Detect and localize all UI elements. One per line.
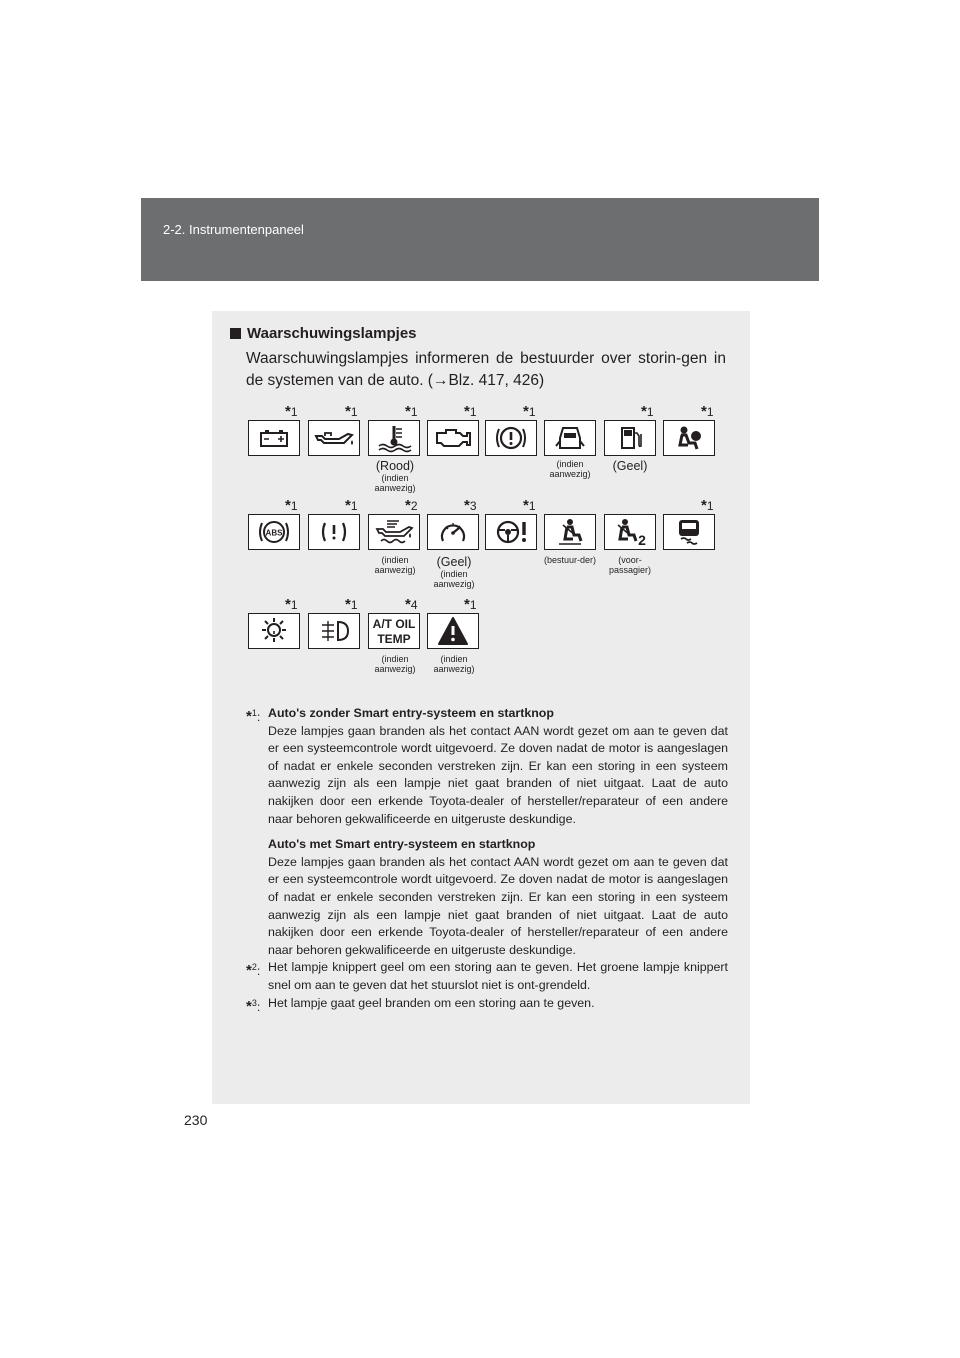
- light-failure-icon: [248, 613, 300, 649]
- footnote-mark: *1: [641, 403, 654, 420]
- lamp-caption: (Geel) (indien aanwezig): [433, 555, 475, 589]
- footnote-mark: *1: [405, 403, 418, 420]
- svg-text:A/T OIL: A/T OIL: [372, 617, 416, 631]
- at-oil-temp-icon: [368, 613, 420, 649]
- footnote-mark: *1: [285, 403, 298, 420]
- triangle-warning-icon: [427, 613, 479, 649]
- lamp-caption: (indien aanwezig): [374, 654, 416, 674]
- page-number: 230: [184, 1112, 208, 1128]
- front-fog-light-icon: [308, 613, 360, 649]
- lamp-caption: (Rood) (indien aanwezig): [374, 459, 416, 493]
- footnote-mark: *4: [405, 596, 418, 613]
- footnote-mark: *1: [701, 403, 714, 420]
- brake-system-icon: [308, 514, 360, 550]
- airbag-icon: [663, 420, 715, 456]
- footnote-mark: *1: [285, 497, 298, 514]
- footnote-mark: *1: [345, 596, 358, 613]
- driver-seatbelt-icon: [544, 514, 596, 550]
- footnote-mark: *1: [523, 403, 536, 420]
- footnote-mark: *1: [464, 596, 477, 613]
- footnote-text: Deze lampjes gaan branden als het contact AAN wordt gezet om aan te geven dat er een systeemcontrole wordt uitgevoerd. Ze doven nadat de motor is aangeslagen of nadat er enkele seconden verstreken zijn. Er kan een storing in een systeem aanwezig zijn als een lampje niet gaat branden of niet uitgaat. Laat de auto nakijken door een erkende Toyota-dealer of hersteller/reparateur of een andere naar behoren gekwalificeerde en uitgeruste deskundige.: [268, 854, 728, 957]
- footnote-text: Het lampje knippert geel om een storing aan te geven. Het groene lampje knippert snel om aan te geven dat het stuurslot niet is ont-grendeld.: [268, 960, 728, 992]
- lamp-caption: (indien aanwezig): [433, 654, 475, 674]
- footnote-mark: *1: [345, 403, 358, 420]
- footnote-text: Deze lampjes gaan branden als het contact AAN wordt gezet om aan te geven dat er een systeemcontrole wordt uitgevoerd. Ze doven nadat de motor is aangeslagen of nadat er enkele seconden verstreken zijn. Er kan een storing in een systeem aanwezig zijn als een lampje niet gaat branden of niet uitgaat. Laat de auto nakijken door een erkende Toyota-dealer of hersteller/reparateur of een andere naar behoren gekwalificeerde en uitgeruste deskundige.: [268, 723, 728, 826]
- oil-pressure-icon: [308, 420, 360, 456]
- lamp-caption: (indien aanwezig): [374, 555, 416, 575]
- footnote-mark: *1: [464, 403, 477, 420]
- footnote-mark: *1: [701, 497, 714, 514]
- lamp-caption: (voor-passagier): [608, 555, 652, 575]
- chapter-title: 2-2. Instrumentenpaneel: [163, 222, 304, 237]
- footnote-mark: *1: [345, 497, 358, 514]
- footnote-mark: *3: [464, 497, 477, 514]
- lamp-caption: (bestuur-der): [543, 555, 597, 565]
- footnote-2: [246, 959, 728, 994]
- passenger-seatbelt-icon: [604, 514, 656, 550]
- check-engine-icon: [427, 420, 479, 456]
- footnote-3: [246, 995, 728, 1013]
- footnote-1: [246, 705, 728, 959]
- svg-text:2: 2: [638, 532, 646, 547]
- footnote-heading: Auto's zonder Smart entry-systeem en startknop: [268, 706, 554, 720]
- footnote-mark: *$^2$:: [246, 962, 261, 980]
- battery-icon: [248, 420, 300, 456]
- footnote-mark: *$^3$:: [246, 997, 261, 1015]
- footnote-heading: Auto's met Smart entry-systeem en startknop: [268, 837, 536, 852]
- warning-lights-panel: [212, 311, 750, 1104]
- chapter-header-bar: [141, 198, 819, 281]
- footnotes: [246, 705, 728, 1015]
- footnote-mark: *$^1$:: [246, 708, 261, 726]
- square-bullet-icon: [230, 328, 241, 339]
- footnote-text: Het lampje gaat geel branden om een storing aan te geven.: [268, 995, 595, 1010]
- speedometer-warning-icon: [427, 514, 479, 550]
- coolant-temperature-icon: [368, 420, 420, 456]
- svg-text:TEMP: TEMP: [377, 632, 411, 646]
- fuel-icon: [604, 420, 656, 456]
- open-door-icon: [544, 420, 596, 456]
- abs-icon: [248, 514, 300, 550]
- lamp-caption: (indien aanwezig): [549, 459, 591, 479]
- footnote-mark: *1: [523, 497, 536, 514]
- slip-indicator-icon: [663, 514, 715, 550]
- low-engine-oil-level-icon: [368, 514, 420, 550]
- steering-wheel-warning-icon: [485, 514, 537, 550]
- lamp-caption: (Geel): [612, 459, 648, 473]
- section-intro: Waarschuwingslampjes informeren de bestuurder over storin-gen in de systemen van de auto. (→Blz. 417, 426): [246, 350, 726, 389]
- footnote-mark: *1: [285, 596, 298, 613]
- section-title: Waarschuwingslampjes: [230, 325, 417, 342]
- footnote-mark: *2: [405, 497, 418, 514]
- master-warning-circle-icon: [485, 420, 537, 456]
- svg-text:ABS: ABS: [265, 528, 283, 538]
